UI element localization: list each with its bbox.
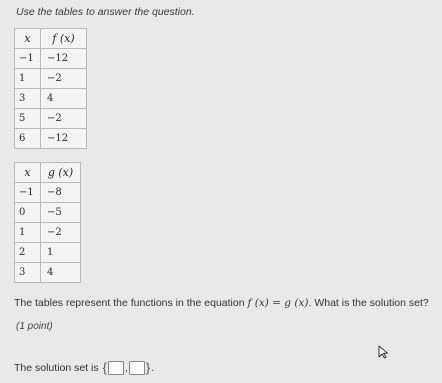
table-row [15, 183, 81, 203]
cell-x: −1 [15, 183, 41, 203]
answer-end: . [151, 361, 155, 374]
table-f [14, 28, 87, 149]
header-x: x [15, 29, 41, 49]
header-f-of-x: f (x) [41, 29, 87, 49]
table-header-row [15, 29, 87, 49]
cell-x: 3 [15, 89, 41, 109]
table-row [15, 89, 87, 109]
close-brace: } [145, 360, 151, 375]
cell-x: 2 [15, 243, 41, 263]
cell-x: 3 [15, 263, 41, 283]
answer-separator: , [124, 361, 128, 374]
table-row [15, 223, 81, 243]
cell-value: 4 [41, 263, 81, 283]
cell-value: −2 [41, 109, 87, 129]
cell-x: 5 [15, 109, 41, 129]
header-x: x [15, 163, 41, 183]
table-row [15, 263, 81, 283]
table-row [15, 49, 87, 69]
header-g-of-x: g (x) [41, 163, 81, 183]
cell-value: 4 [41, 89, 87, 109]
cell-value: −8 [41, 183, 81, 203]
points-label: (1 point) [16, 321, 53, 332]
question-text [14, 297, 429, 309]
cell-value: −12 [41, 129, 87, 149]
cell-value: −5 [41, 203, 81, 223]
question-equation: f (x) = g (x) [247, 297, 309, 309]
cell-x: 0 [15, 203, 41, 223]
cell-value: −12 [41, 49, 87, 69]
table-header-row [15, 163, 81, 183]
question-suffix: . What is the solution set? [308, 297, 429, 309]
open-brace: { [102, 360, 107, 375]
cell-x: 1 [15, 223, 41, 243]
mouse-pointer-icon [378, 345, 390, 359]
cell-value: −2 [41, 223, 81, 243]
answer-label: The solution set is [14, 361, 99, 374]
answer-line [14, 360, 154, 375]
cell-x: 1 [15, 69, 41, 89]
cell-x: −1 [15, 49, 41, 69]
question-prefix: The tables represent the functions in the equation [14, 297, 248, 309]
answer-input-1[interactable] [108, 361, 124, 375]
table-row [15, 109, 87, 129]
table-row [15, 69, 87, 89]
answer-input-2[interactable] [129, 361, 145, 375]
table-row [15, 203, 81, 223]
cell-value: −2 [41, 69, 87, 89]
table-row [15, 129, 87, 149]
cell-value: 1 [41, 243, 81, 263]
instruction-text: Use the tables to answer the question. [16, 6, 195, 18]
table-g [14, 162, 81, 283]
cell-x: 6 [15, 129, 41, 149]
table-row [15, 243, 81, 263]
